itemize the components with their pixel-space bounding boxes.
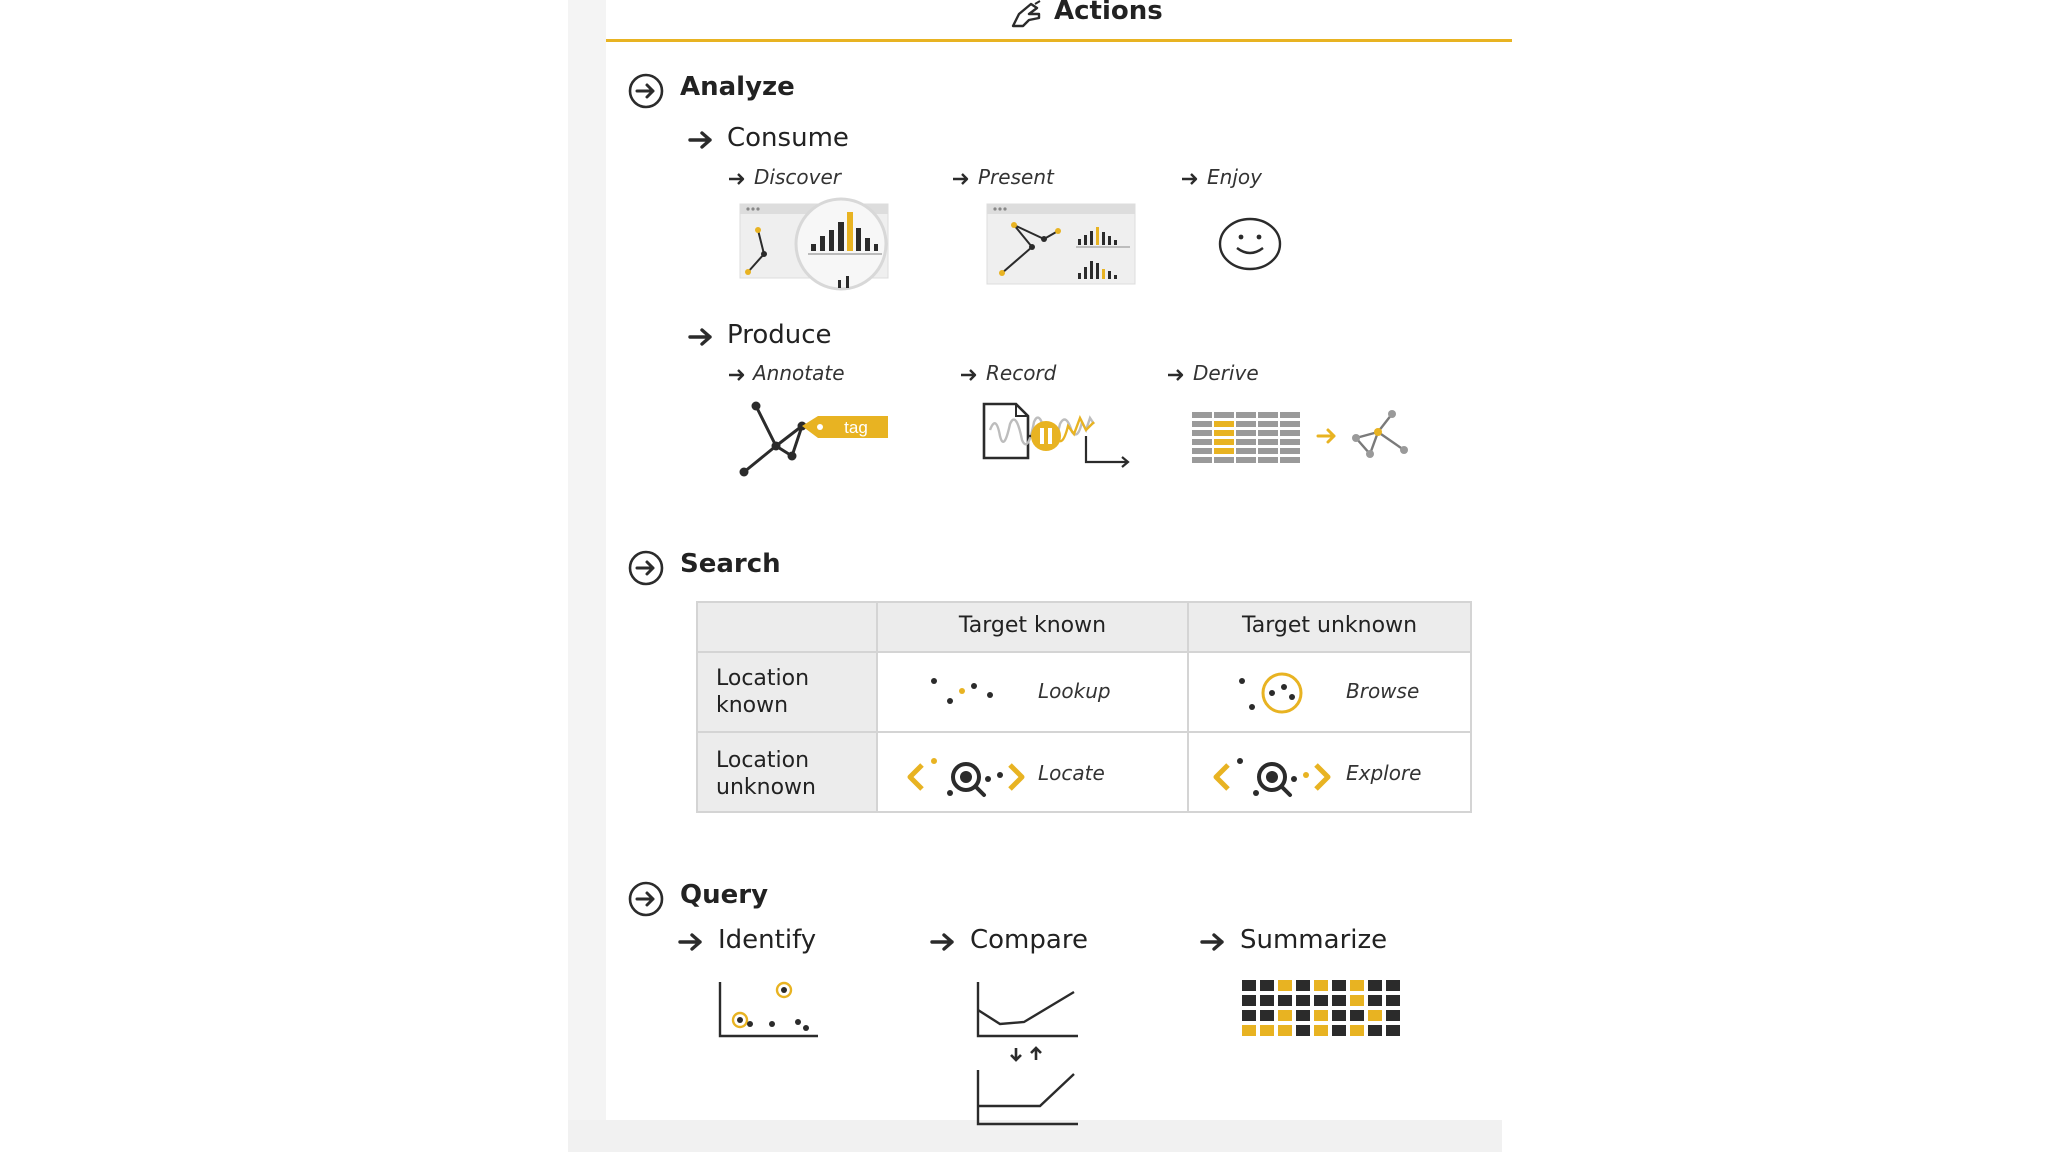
- small-arrow-icon: [728, 368, 746, 382]
- matrix-cell: [1260, 1025, 1274, 1036]
- section-analyze-title: Analyze: [680, 72, 795, 102]
- cell-explore: Explore: [1346, 761, 1422, 785]
- graph-tag-icon: [736, 398, 896, 478]
- matrix-cell: [1350, 1025, 1364, 1036]
- small-arrow-icon: [960, 368, 978, 382]
- derive-table: [1192, 412, 1300, 463]
- arrow-icon: [688, 327, 714, 347]
- matrix-cell: [1242, 1010, 1256, 1021]
- matrix-cell: [1332, 980, 1346, 991]
- table-divider: [698, 731, 1470, 733]
- matrix-cell: [1314, 1010, 1328, 1021]
- matrix-cell: [1278, 1010, 1292, 1021]
- explore-icon: [1210, 755, 1336, 801]
- row-header-location-known: [716, 665, 809, 719]
- dashboard-charts-icon: [986, 203, 1138, 287]
- scatter-target-icon: [718, 980, 822, 1040]
- record-pause-icon: [982, 400, 1138, 470]
- summarize-label: Summarize: [1240, 925, 1388, 955]
- matrix-cell: [1332, 995, 1346, 1006]
- row-header-line: Location: [716, 666, 810, 691]
- lookup-icon: [926, 675, 1002, 709]
- matrix-cell: [1332, 1010, 1346, 1021]
- matrix-cell: [1314, 1025, 1328, 1036]
- cell-locate: Locate: [1038, 761, 1105, 785]
- browse-icon: [1234, 671, 1314, 713]
- section-query-title: Query: [680, 880, 769, 910]
- matrix-cell: [1368, 980, 1382, 991]
- row-header-location-unknown: [716, 747, 816, 801]
- small-arrow-icon: [1167, 368, 1185, 382]
- derive-label: Derive: [1193, 361, 1259, 385]
- cell-browse: Browse: [1346, 679, 1420, 703]
- small-arrow-icon: [728, 172, 746, 186]
- matrix-cell: [1314, 980, 1328, 991]
- discover-label: Discover: [754, 165, 841, 189]
- matrix-cell: [1386, 995, 1400, 1006]
- matrix-cell: [1278, 980, 1292, 991]
- line-compare-icon: [974, 980, 1086, 1128]
- magnifier-chart-icon: [734, 196, 894, 292]
- actions-panel: [606, 0, 1502, 1120]
- matrix-cell: [1242, 995, 1256, 1006]
- row-header-line: unknown: [716, 775, 816, 800]
- matrix-cell: [1296, 1025, 1310, 1036]
- small-arrow-icon: [1181, 172, 1199, 186]
- matrix-cell: [1260, 995, 1274, 1006]
- matrix-cell: [1350, 1010, 1364, 1021]
- consume-title: Consume: [727, 123, 849, 153]
- section-search-title: Search: [680, 549, 781, 579]
- matrix-cell: [1242, 980, 1256, 991]
- matrix-cell: [1260, 980, 1274, 991]
- circle-arrow-icon: [628, 881, 664, 917]
- matrix-cell: [1386, 1010, 1400, 1021]
- circle-arrow-icon: [628, 73, 664, 109]
- matrix-cell: [1314, 995, 1328, 1006]
- matrix-cell: [1278, 995, 1292, 1006]
- matrix-summary-icon: [1234, 976, 1404, 1040]
- arrow-icon: [930, 932, 956, 952]
- cell-lookup: Lookup: [1038, 679, 1111, 703]
- matrix-cell: [1242, 1025, 1256, 1036]
- matrix-cell: [1350, 995, 1364, 1006]
- matrix-cell: [1296, 980, 1310, 991]
- column-header-target-unknown: Target unknown: [1241, 613, 1418, 638]
- matrix-cell: [1386, 1025, 1400, 1036]
- locate-icon: [904, 755, 1030, 801]
- matrix-cell: [1260, 1010, 1274, 1021]
- circle-arrow-icon: [628, 550, 664, 586]
- matrix-cell: [1278, 1025, 1292, 1036]
- matrix-cell: [1368, 1010, 1382, 1021]
- row-header-line: Location: [716, 748, 810, 773]
- arrow-icon: [678, 932, 704, 952]
- compare-label: Compare: [970, 925, 1088, 955]
- smiley-icon: [1218, 216, 1282, 272]
- table-to-graph-icon: [1190, 404, 1430, 468]
- arrow-icon: [1200, 932, 1226, 952]
- matrix-cell: [1350, 980, 1364, 991]
- matrix-cell: [1386, 980, 1400, 991]
- record-label: Record: [986, 361, 1057, 385]
- page-title: Actions: [1054, 0, 1163, 26]
- pointing-hand-icon: [1009, 0, 1045, 30]
- search-table: [696, 601, 1472, 813]
- column-header-target-known: Target known: [958, 613, 1107, 638]
- left-margin: [568, 0, 606, 1152]
- table-divider: [698, 651, 1470, 653]
- title-underline: [606, 39, 1512, 42]
- matrix-cell: [1296, 995, 1310, 1006]
- annotate-label: Annotate: [753, 361, 845, 385]
- matrix-cell: [1368, 1025, 1382, 1036]
- arrow-icon: [688, 130, 714, 150]
- matrix-cell: [1368, 995, 1382, 1006]
- row-header-line: known: [716, 693, 789, 718]
- matrix-cell: [1332, 1025, 1346, 1036]
- present-label: Present: [978, 165, 1054, 189]
- enjoy-label: Enjoy: [1207, 165, 1262, 189]
- tag-text: tag: [844, 418, 868, 437]
- produce-title: Produce: [727, 320, 832, 350]
- small-arrow-icon: [952, 172, 970, 186]
- identify-label: Identify: [718, 925, 817, 955]
- matrix-cell: [1296, 1010, 1310, 1021]
